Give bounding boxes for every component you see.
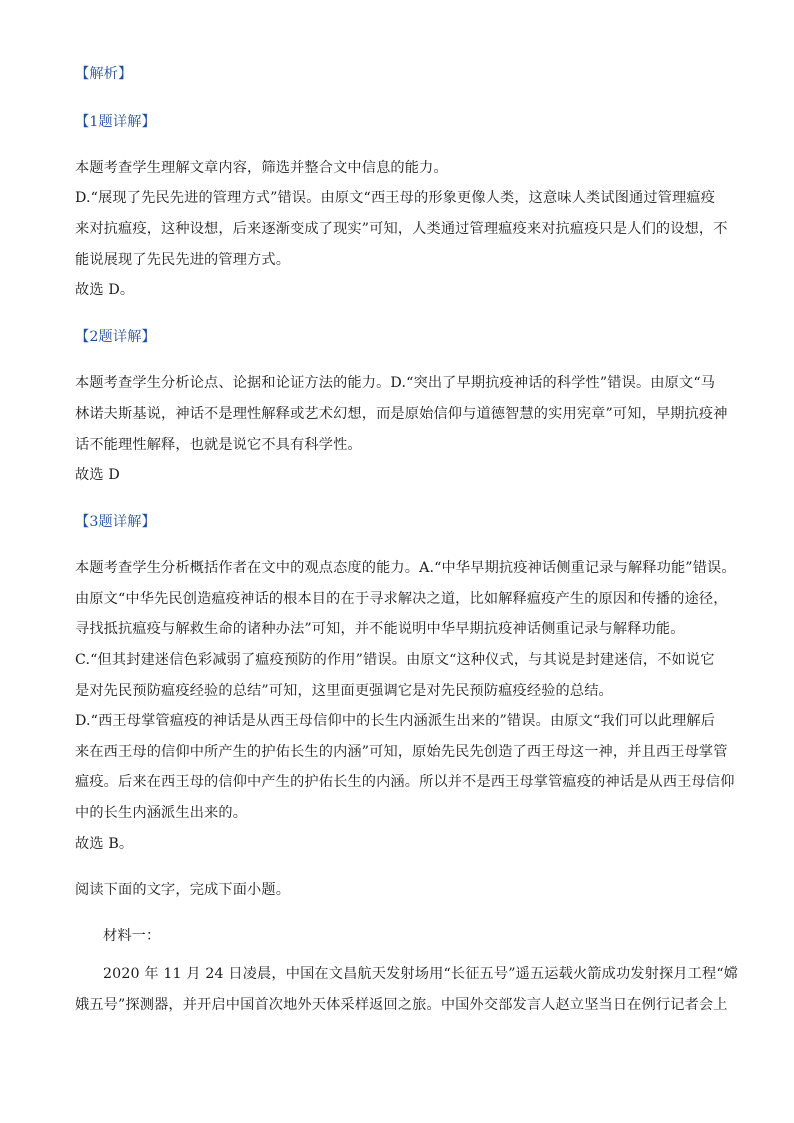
q3-line: 本题考查学生分析概括作者在文中的观点态度的能力。A.“中华早期抗疫神话侧重记录与解释功能”错误。 [75, 560, 736, 576]
material-line: 娥五号”探测器，并开启中国首次地外天体采样返回之旅。中国外交部发言人赵立坚当日在例行记者会上 [75, 997, 728, 1013]
q1-line: 能说展现了先民先进的管理方式。 [75, 252, 291, 268]
q2-line: 话不能理性解释，也就是说它不具有科学性。 [75, 437, 362, 453]
q1-line: 本题考查学生理解文章内容，筛选并整合文中信息的能力。 [75, 160, 448, 176]
q1-line: 故选 D。 [75, 282, 135, 298]
analysis-heading: 【解析】 [75, 66, 133, 82]
reading-instruction: 阅读下面的文字，完成下面小题。 [75, 882, 291, 898]
q1-heading: 【1题详解】 [75, 114, 156, 130]
q3-line: D.“西王母掌管瘟疫的神话是从西王母信仰中的长生内涵派生出来的”错误。由原文“我们可以此理解后 [75, 713, 716, 729]
q2-line: 故选 D [75, 467, 120, 483]
q3-line: 寻找抵抗瘟疫与解救生命的诸种办法”可知，并不能说明中华早期抗疫神话侧重记录与解释功能。 [75, 621, 685, 637]
q3-line: 由原文“中华先民创造瘟疫神话的根本目的在于寻求解决之道，比如解释瘟疫产生的原因和传播的途径， [75, 591, 728, 607]
q3-line: 瘟疫。后来在西王母的信仰中产生的护佑长生的内涵。所以并不是西王母掌管瘟疫的神话是从西王母信仰 [75, 774, 735, 790]
q1-line: D.“展现了先民先进的管理方式”错误。由原文“西王母的形象更像人类，这意味人类试图通过管理瘟疫 [75, 190, 716, 206]
q2-heading: 【2题详解】 [75, 329, 156, 345]
q2-line: 林诺夫斯基说，神话不是理性解释或艺术幻想，而是原始信仰与道德智慧的实用宪章”可知，早期抗疫神 [75, 406, 728, 422]
material-line: 2020 年 11 月 24 日凌晨，中国在文昌航天发射场用“长征五号”遥五运载火箭成功发射探月工程“嫦 [103, 966, 739, 982]
q3-line: C.“但其封建迷信色彩减弱了瘟疫预防的作用”错误。由原文“这种仪式，与其说是封建迷信，不如说它 [75, 652, 715, 668]
q3-line: 来在西王母的信仰中所产生的护佑长生的内涵”可知，原始先民先创造了西王母这一神，并且西王母掌管 [75, 744, 728, 760]
q3-line: 是对先民预防瘟疫经验的总结”可知，这里面更强调它是对先民预防瘟疫经验的总结。 [75, 683, 613, 699]
q3-line: 中的长生内涵派生出来的。 [75, 805, 248, 821]
q2-line: 本题考查学生分析论点、论据和论证方法的能力。D.“突出了早期抗疫神话的科学性”错误。由原文“马 [75, 375, 716, 391]
material-label: 材料一： [103, 928, 161, 944]
q1-line: 来对抗瘟疫，这种设想，后来逐渐变成了现实”可知，人类通过管理瘟疫来对抗瘟疫只是人们的设想，不 [75, 221, 728, 237]
q3-heading: 【3题详解】 [75, 514, 156, 530]
q3-line: 故选 B。 [75, 836, 134, 852]
